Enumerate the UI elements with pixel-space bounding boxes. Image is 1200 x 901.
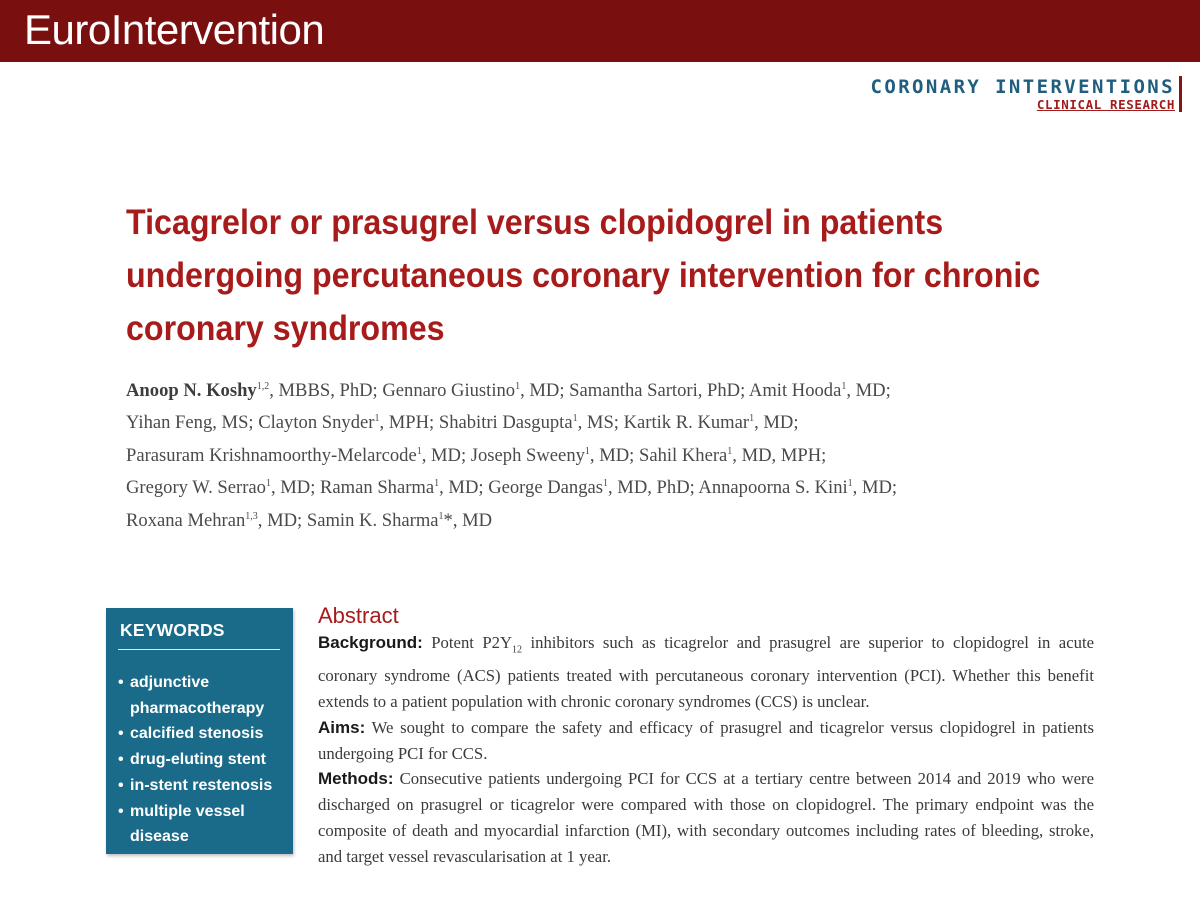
keyword-item: • calcified stenosis: [118, 721, 290, 747]
author-line: [126, 438, 897, 470]
affiliation-sup: 1: [749, 413, 755, 425]
author-text: , MD; Joseph Sweeny: [421, 445, 585, 467]
keywords-box: [106, 608, 293, 854]
affiliation-sup: 1: [603, 478, 608, 490]
affiliation-sup: 1,2: [256, 381, 270, 392]
keyword-item: • multiple vessel disease: [118, 799, 290, 850]
lead-author: Anoop N. Koshy: [126, 380, 257, 402]
abstract-methods: [318, 766, 1094, 869]
keywords-divider: [118, 649, 280, 650]
affiliation-sup: 1: [515, 381, 521, 392]
methods-label: Methods:: [318, 769, 394, 789]
keywords-list: [118, 670, 290, 850]
title-line: undergoing percutaneous coronary intervention for chronic: [126, 256, 1041, 295]
abstract-aims: [318, 715, 1094, 767]
author-text: *, MD: [443, 510, 493, 532]
keyword-item: • adjunctive pharmacotherapy: [118, 670, 290, 721]
affiliation-sup: 1: [265, 478, 271, 490]
author-text: , MBBS, PhD; Gennaro Giustino: [269, 380, 516, 402]
author-line: [126, 470, 897, 502]
background-label: Background:: [318, 633, 423, 652]
aims-text: We sought to compare the safety and efficacy of prasugrel and ticagrelor versus clopidogrel in patients undergoing PCI for CCS.: [318, 717, 1094, 763]
author-text: Yihan Feng, MS; Clayton Snyder: [126, 412, 375, 434]
background-text: inhibitors such as ticagrelor and prasugrel are superior to clopidogrel in acute coronary syndrome (ACS) patients treated with percutaneous coronary intervention (PCI). Whether this benefit extends to a patient population with chronic coronary syndromes (CCS) is unclear.: [318, 633, 1094, 711]
author-text: , MD; George Dangas: [439, 477, 603, 499]
methods-text: Consecutive patients undergoing PCI for CCS at a tertiary centre between 2014 and 2019 who were discharged on prasugrel or ticagrelor were compared with those on clopidogrel. The primary endpoint was the composite of death and myocardial infarction (MI), with secondary outcomes including rates of bleeding, stroke, and target vessel revascularisation at 1 year.: [318, 769, 1094, 866]
affiliation-sup: 1,3: [245, 510, 258, 522]
abstract-background: [318, 630, 1094, 715]
author-text: , MD; Raman Sharma: [270, 477, 435, 499]
author-text: Gregory W. Serrao: [126, 477, 266, 499]
section-subcategory: CLINICAL RESEARCH: [1036, 97, 1175, 112]
author-text: , MD;: [754, 412, 799, 434]
author-text: Roxana Mehran: [126, 510, 246, 532]
author-text: , MD, PhD; Annapoorna S. Kini: [608, 477, 848, 499]
author-text: , MD; Samantha Sartori, PhD; Amit Hooda: [520, 380, 842, 402]
abstract-section: [318, 602, 1094, 870]
keywords-heading: KEYWORDS: [120, 620, 225, 640]
author-text: , MS; Kartik R. Kumar: [577, 412, 750, 434]
abstract-heading: Abstract: [318, 603, 399, 628]
affiliation-sup: 1: [584, 445, 590, 457]
author-line: [126, 373, 897, 405]
section-label: [871, 76, 1182, 112]
aims-label: Aims:: [318, 717, 366, 737]
author-text: , MD; Sahil Khera: [589, 445, 728, 467]
affiliation-sup: 1: [841, 381, 847, 392]
title-line: coronary syndromes: [126, 309, 445, 348]
article-title: [126, 196, 1046, 355]
subscript: 12: [512, 644, 523, 656]
section-category: CORONARY INTERVENTIONS: [870, 76, 1175, 98]
author-list: [126, 373, 897, 535]
keyword-item: • in-stent restenosis: [118, 773, 290, 799]
affiliation-sup: 1: [416, 445, 422, 457]
author-text: , MD;: [852, 477, 898, 499]
affiliation-sup: 1: [572, 413, 578, 425]
abstract-body: [318, 630, 1094, 870]
journal-header-bar: [0, 0, 1200, 62]
affiliation-sup: 1: [847, 478, 853, 490]
author-line: [126, 405, 897, 437]
author-text: , MD, MPH;: [732, 445, 827, 467]
affiliation-sup: 1: [727, 445, 733, 457]
author-text: , MD;: [846, 380, 891, 402]
author-text: Parasuram Krishnamoorthy-Melarcode: [126, 445, 417, 467]
title-line: Ticagrelor or prasugrel versus clopidogrel in patients: [126, 203, 944, 242]
author-line: [126, 503, 897, 535]
journal-brand: EuroIntervention: [24, 6, 325, 53]
affiliation-sup: 1: [434, 478, 440, 490]
author-text: , MPH; Shabitri Dasgupta: [379, 412, 573, 434]
background-text: Potent P2Y: [422, 633, 513, 652]
affiliation-sup: 1: [438, 510, 444, 522]
author-text: , MD; Samin K. Sharma: [257, 510, 439, 532]
affiliation-sup: 1: [374, 413, 380, 425]
keyword-item: • drug-eluting stent: [118, 747, 290, 773]
